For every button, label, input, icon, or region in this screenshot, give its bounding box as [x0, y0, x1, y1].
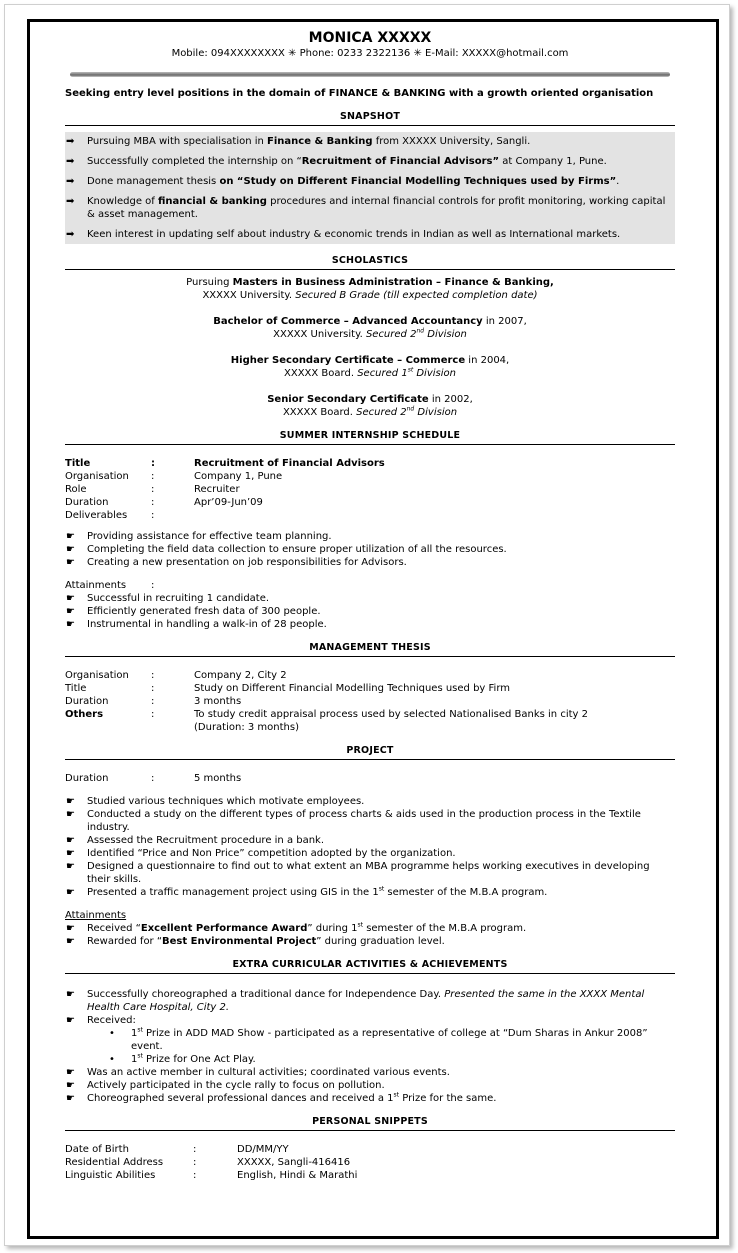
list-item: ☛ Efficiently generated fresh data of 300 people.	[66, 606, 321, 617]
snapshot-list	[65, 132, 675, 244]
pointing-hand-icon: ☛	[66, 923, 75, 934]
list-item: ☛ Received:	[66, 1015, 136, 1026]
header-divider	[70, 72, 670, 77]
deliverables-list	[65, 530, 675, 569]
pointing-hand-icon: ☛	[66, 809, 75, 820]
detail-row: Role : Recruiter	[65, 484, 240, 495]
attainments-label: Attainments :	[65, 580, 155, 591]
thesis-details	[65, 669, 675, 734]
section-title-snapshot: SNAPSHOT	[65, 110, 675, 126]
pointing-hand-icon: ☛	[66, 593, 75, 604]
detail-row: Duration : 5 months	[65, 773, 242, 784]
arrow-icon: ➡	[66, 196, 75, 207]
phone-number: Phone: 0233 2322136	[299, 48, 411, 59]
list-item: ☛ Was an active member in cultural activities; coordinated various events.	[66, 1067, 450, 1078]
detail-row: (Duration: 3 months)	[194, 722, 299, 733]
list-item: ☛ Actively participated in the cycle rally to focus on pollution.	[66, 1080, 385, 1091]
arrow-icon: ➡	[66, 136, 75, 147]
education-entry: Bachelor of Commerce – Advanced Accountancy in 2007, XXXXX University. Secured 2nd Division	[213, 316, 527, 340]
bullet-icon: •	[109, 1054, 115, 1065]
detail-row: Title : Study on Different Financial Modelling Techniques used by Firm	[65, 683, 510, 694]
email-address: E-Mail: XXXXX@hotmail.com	[425, 48, 569, 59]
pointing-hand-icon: ☛	[66, 1080, 75, 1091]
pointing-hand-icon: ☛	[66, 861, 75, 872]
detail-row: Deliverables :	[65, 510, 155, 521]
personal-details	[65, 1143, 675, 1182]
sub-list-item: • 1st Prize in ADD MAD Show - participated as a representative of college at “Dum Sharas in Ankur 2008” event.	[109, 1026, 648, 1052]
detail-row: Others : To study credit appraisal process used by selected Nationalised Banks in city 2	[65, 709, 588, 720]
detail-row: Residential Address : XXXXX, Sangli-416416	[65, 1157, 351, 1168]
list-item: ➡ Pursuing MBA with specialisation in Finance & Banking from XXXXX University, Sangli.	[66, 136, 531, 147]
section-title-scholastics: SCHOLASTICS	[65, 254, 675, 270]
list-item: ☛ Received “Excellent Performance Award” during 1st semester of the M.B.A program.	[66, 921, 527, 934]
sub-list-item: • 1st Prize for One Act Play.	[109, 1052, 256, 1065]
list-item: ☛ Instrumental in handling a walk-in of 28 people.	[66, 619, 327, 630]
detail-row: Title : Recruitment of Financial Advisors	[65, 458, 385, 469]
detail-row: Organisation : Company 2, City 2	[65, 670, 287, 681]
list-item: ☛ Successful in recruiting 1 candidate.	[66, 593, 270, 604]
project-attainments-label: Attainments	[65, 910, 127, 921]
section-title-thesis: MANAGEMENT THESIS	[65, 641, 675, 657]
pointing-hand-icon: ☛	[66, 835, 75, 846]
list-item: ☛ Choreographed several professional dances and received a 1st Prize for the same.	[66, 1091, 497, 1104]
bullet-icon: •	[109, 1028, 115, 1039]
detail-row: Organisation : Company 1, Pune	[65, 471, 283, 482]
list-item: ☛ Successfully choreographed a traditional dance for Independence Day. Presented the same in the XXXX Mental Health Care Hospital, City 2.	[66, 989, 645, 1013]
pointing-hand-icon: ☛	[66, 936, 75, 947]
pointing-hand-icon: ☛	[66, 887, 75, 898]
contact-line	[65, 47, 675, 60]
list-item: ☛ Identified “Price and Non Price” competition adopted by the organization.	[66, 848, 456, 859]
list-item: ➡ Keen interest in updating self about industry & economic trends in Indian as well as International markets.	[66, 229, 621, 240]
education-entry: Pursuing Masters in Business Administration – Finance & Banking, XXXXX University. Secured B Grade (till expected completion date)	[186, 277, 554, 301]
detail-row: Linguistic Abilities : English, Hindi & Marathi	[65, 1170, 358, 1181]
detail-row: Duration : Apr’09-Jun’09	[65, 497, 263, 508]
list-item: ☛ Creating a new presentation on job responsibilities for Advisors.	[66, 557, 407, 568]
resume-content	[65, 29, 675, 1182]
list-item: ☛ Completing the field data collection to ensure proper utilization of all the resources.	[66, 544, 507, 555]
internship-details	[65, 457, 675, 522]
pointing-hand-icon: ☛	[66, 848, 75, 859]
list-item: ☛ Assessed the Recruitment procedure in a bank.	[66, 835, 325, 846]
section-title-internship: SUMMER INTERNSHIP SCHEDULE	[65, 429, 675, 445]
education-entry: Senior Secondary Certificate in 2002, XXXXX Board. Secured 2nd Division	[267, 394, 473, 418]
project-attainments-list	[65, 922, 675, 948]
extra-list	[65, 988, 675, 1105]
pointing-hand-icon: ☛	[66, 1067, 75, 1078]
detail-row: Date of Birth : DD/MM/YY	[65, 1144, 289, 1155]
section-title-project: PROJECT	[65, 744, 675, 760]
education-entry: Higher Secondary Certificate – Commerce in 2004, XXXXX Board. Secured 1st Division	[230, 355, 510, 379]
pointing-hand-icon: ☛	[66, 989, 75, 1000]
list-item: ☛ Studied various techniques which motivate employees.	[66, 796, 365, 807]
pointing-hand-icon: ☛	[66, 544, 75, 555]
attainments-list	[65, 592, 675, 631]
arrow-icon: ➡	[66, 229, 75, 240]
list-item: ☛ Presented a traffic management project using GIS in the 1st semester of the M.B.A program.	[66, 885, 548, 898]
pointing-hand-icon: ☛	[66, 531, 75, 542]
candidate-name: MONICA XXXXX	[308, 30, 432, 46]
pointing-hand-icon: ☛	[66, 796, 75, 807]
arrow-icon: ➡	[66, 156, 75, 167]
list-item: ☛ Designed a questionnaire to find out to what extent an MBA programme helps working executives in developing their skills.	[66, 861, 650, 885]
separator-icon: ✳	[413, 48, 422, 59]
section-title-extra-curricular: EXTRA CURRICULAR ACTIVITIES & ACHIEVEMENTS	[65, 958, 675, 974]
separator-icon: ✳	[288, 48, 297, 59]
career-objective: Seeking entry level positions in the domain of FINANCE & BANKING with a growth oriented organisation	[65, 88, 654, 99]
list-item: ☛ Providing assistance for effective team planning.	[66, 531, 332, 542]
pointing-hand-icon: ☛	[66, 606, 75, 617]
pointing-hand-icon: ☛	[66, 1015, 75, 1026]
list-item: ➡ Knowledge of financial & banking procedures and internal financial controls for profit monitoring, working capital & asset management.	[66, 196, 666, 220]
mobile-number: Mobile: 094XXXXXXXX	[171, 48, 285, 59]
pointing-hand-icon: ☛	[66, 619, 75, 630]
pointing-hand-icon: ☛	[66, 1093, 75, 1104]
arrow-icon: ➡	[66, 176, 75, 187]
section-title-personal: PERSONAL SNIPPETS	[65, 1115, 675, 1131]
detail-row: Duration : 3 months	[65, 696, 242, 707]
scholastics-list	[65, 276, 675, 419]
resume-page	[4, 4, 730, 1246]
project-list	[65, 795, 675, 899]
list-item: ➡ Successfully completed the internship on “Recruitment of Financial Advisors” at Company 1, Pune.	[66, 156, 607, 167]
list-item: ☛ Rewarded for “Best Environmental Project” during graduation level.	[66, 936, 445, 947]
list-item: ➡ Done management thesis on “Study on Different Financial Modelling Techniques used by Firms”.	[66, 176, 620, 187]
pointing-hand-icon: ☛	[66, 557, 75, 568]
list-item: ☛ Conducted a study on the different types of process charts & aids used in the production process in the Textile industry.	[66, 809, 641, 833]
